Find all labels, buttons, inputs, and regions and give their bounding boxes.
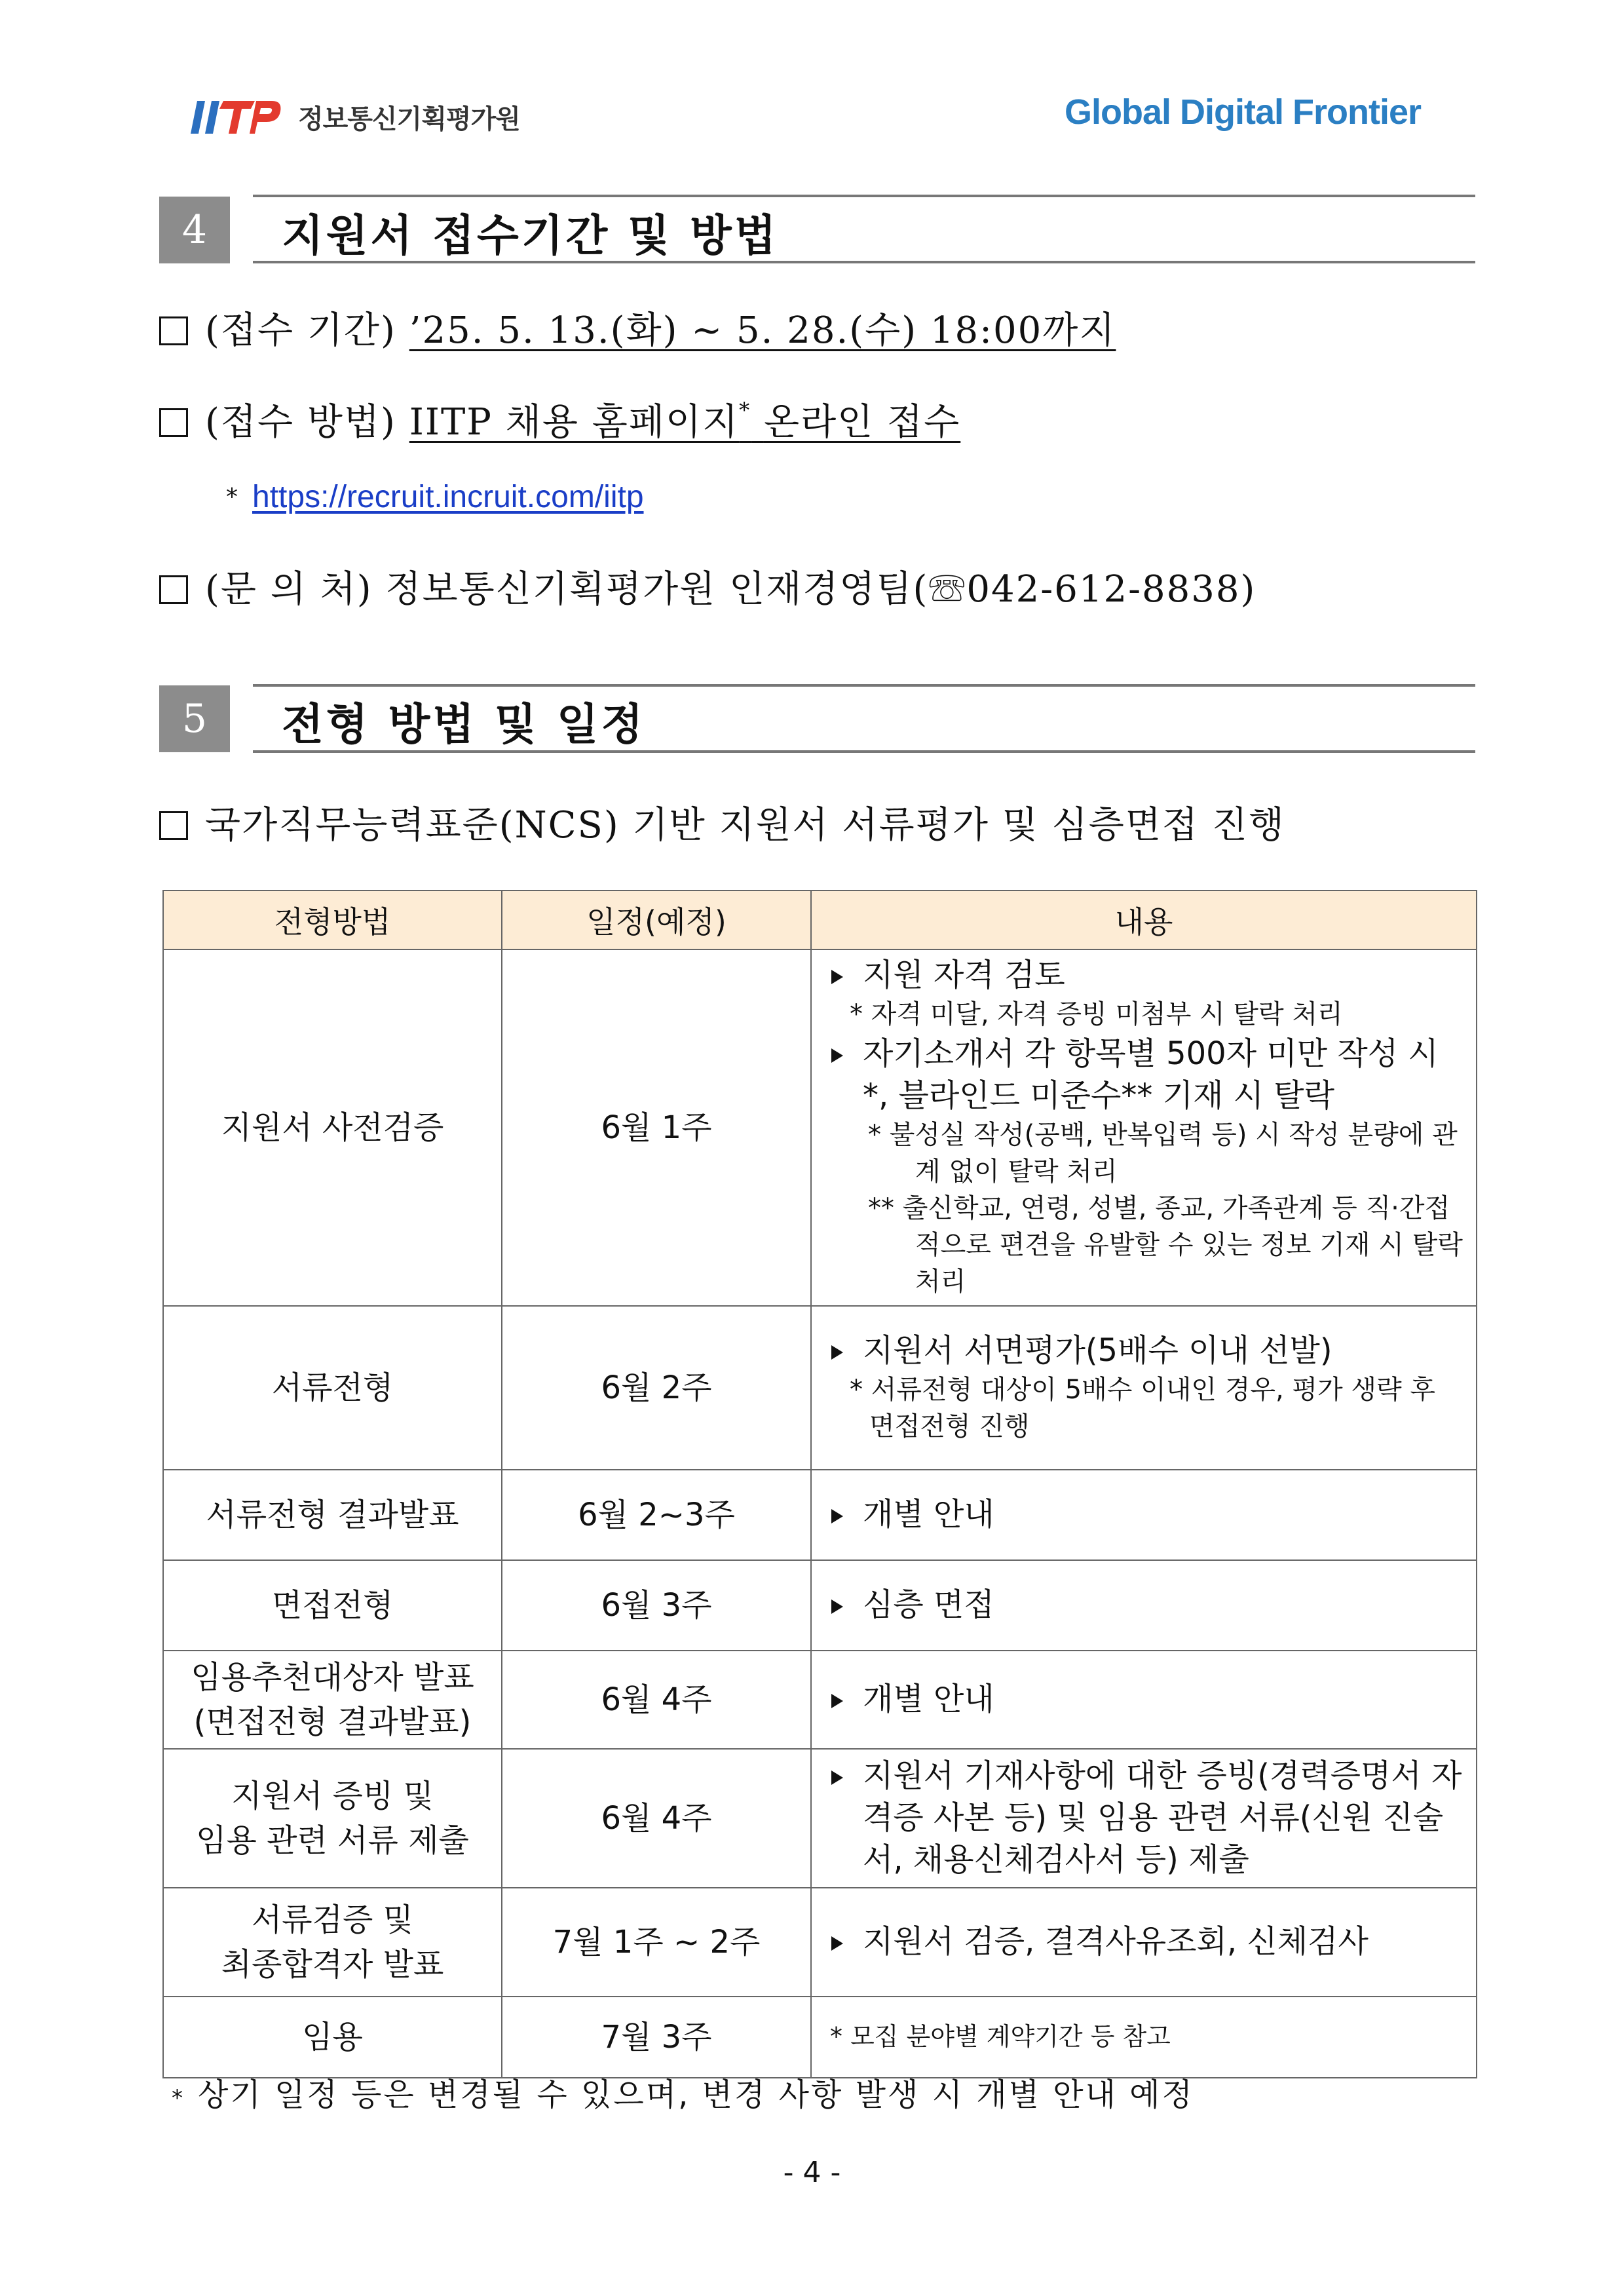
row-method-line: 최종합격자 발표	[221, 1946, 444, 1983]
ncs-line	[159, 796, 1285, 849]
table-row	[163, 1749, 1477, 1888]
content-item: 개별 안내	[830, 1678, 1463, 1720]
footnote	[172, 2069, 1194, 2114]
section4-title: 지원서 접수기간 및 방법	[282, 210, 779, 261]
table-header-row	[163, 890, 1477, 949]
row-method: 서류전형 결과발표	[163, 1470, 502, 1560]
url-note	[226, 478, 644, 515]
row-method	[163, 1888, 502, 1997]
checkbox-icon	[159, 811, 188, 840]
slogan: Global Digital Frontier	[1065, 92, 1422, 132]
method-value: IITP 채용 홈페이지	[409, 401, 740, 444]
row-content	[811, 1470, 1477, 1560]
table-row	[163, 1651, 1477, 1749]
contact-value: 정보통신기획평가원 인재경영팀(	[385, 568, 929, 611]
method-tail: 온라인 접수	[763, 401, 961, 444]
ncs-text: 국가직무능력표준(NCS) 기반 지원서 서류평가 및 심층면접 진행	[205, 804, 1286, 847]
row-content	[811, 1306, 1477, 1470]
table-row	[163, 1470, 1477, 1560]
content-note: * 모집 분야별 계약기간 등 참고	[830, 2022, 1171, 2051]
content-note: * 서류전형 대상이 5배수 이내인 경우, 평가 생략 후 면접전형 진행	[850, 1375, 1436, 1442]
header-schedule: 일정(예정)	[502, 890, 811, 949]
row-method-line: 서류검증 및	[251, 1902, 414, 1938]
content-item: 지원서 기재사항에 대한 증빙(경력증명서 자격증 사본 등) 및 임용 관련 서류(신원 진술서, 채용신체검사서 등) 제출	[830, 1755, 1463, 1881]
phone-icon: ☏	[928, 568, 967, 611]
method-label: (접수 방법)	[205, 401, 396, 444]
content-note: ** 출신학교, 연령, 성별, 종교, 가족관계 등 직·간접적으로 편견을 유발할 수 있는 정보 기재 시 탈락 처리	[868, 1193, 1463, 1297]
org-name: 정보통신기획평가원	[298, 104, 520, 134]
row-content	[811, 949, 1477, 1306]
content-item: 자기소개서 각 항목별 500자 미만 작성 시*, 블라인드 미준수** 기재 시 탈락	[830, 1033, 1463, 1117]
content-note: * 불성실 작성(공백, 반복입력 등) 시 작성 분량에 관계 없이 탈락 처리	[868, 1120, 1458, 1187]
period-line	[159, 301, 1116, 354]
table-row	[163, 1306, 1477, 1470]
row-schedule: 6월 4주	[502, 1651, 811, 1749]
schedule-table	[162, 890, 1477, 2078]
row-content	[811, 1651, 1477, 1749]
row-content	[811, 1749, 1477, 1888]
row-schedule: 6월 2주	[502, 1306, 811, 1470]
row-method-line: 임용추천대상자 발표	[191, 1659, 474, 1696]
row-schedule: 7월 3주	[502, 1997, 811, 2078]
content-item: 지원서 검증, 결격사유조회, 신체검사	[830, 1921, 1463, 1962]
iitp-logo	[185, 96, 284, 138]
row-method: 임용	[163, 1997, 502, 2078]
checkbox-icon	[159, 575, 188, 604]
row-schedule: 6월 4주	[502, 1749, 811, 1888]
contact-label: (문 의 처)	[205, 568, 373, 611]
row-method: 면접전형	[163, 1560, 502, 1651]
section5-line-top	[253, 684, 1475, 687]
contact-line	[159, 560, 1256, 613]
content-item: 개별 안내	[830, 1493, 1463, 1535]
row-schedule: 6월 2~3주	[502, 1470, 811, 1560]
row-method: 서류전형	[163, 1306, 502, 1470]
row-method-line: (면접전형 결과발표)	[193, 1704, 472, 1740]
recruit-link[interactable]: https://recruit.incruit.com/iitp	[252, 480, 644, 514]
section5-title: 전형 방법 및 일정	[282, 699, 646, 750]
footnote-text: 상기 일정 등은 변경될 수 있으며, 변경 사항 발생 시 개별 안내 예정	[198, 2076, 1194, 2113]
content-item: 심층 면접	[830, 1584, 1463, 1626]
table-row	[163, 1560, 1477, 1651]
row-method-line: 임용 관련 서류 제출	[196, 1822, 469, 1859]
row-schedule: 6월 1주	[502, 949, 811, 1306]
checkbox-icon	[159, 408, 188, 437]
header-method: 전형방법	[163, 890, 502, 949]
url-star: *	[226, 484, 238, 510]
section5-number: 5	[159, 685, 230, 752]
content-note: * 자격 미달, 자격 증빙 미첨부 시 탈락 처리	[850, 999, 1343, 1029]
content-item: 지원서 서면평가(5배수 이내 선발)	[830, 1330, 1463, 1371]
phone-number: 042-612-8838)	[966, 568, 1256, 611]
row-method-line: 지원서 증빙 및	[231, 1778, 434, 1814]
method-line	[159, 393, 960, 446]
row-method: 지원서 사전검증	[163, 949, 502, 1306]
content-item: 지원 자격 검토	[830, 954, 1463, 996]
row-method	[163, 1651, 502, 1749]
method-star: *	[739, 398, 751, 423]
row-method	[163, 1749, 502, 1888]
page-number: - 4 -	[783, 2156, 841, 2189]
row-content	[811, 1560, 1477, 1651]
period-value: ’25. 5. 13.(화) ~ 5. 28.(수) 18:00까지	[409, 309, 1116, 352]
table-row	[163, 1997, 1477, 2078]
table-row	[163, 1888, 1477, 1997]
section4-number: 4	[159, 197, 230, 263]
row-schedule: 6월 3주	[502, 1560, 811, 1651]
checkbox-icon	[159, 316, 188, 345]
table-row	[163, 949, 1477, 1306]
row-content	[811, 1997, 1477, 2078]
footnote-star: *	[172, 2085, 185, 2111]
section4-line-top	[253, 195, 1475, 197]
row-content	[811, 1888, 1477, 1997]
header-content: 내용	[811, 890, 1477, 949]
row-schedule: 7월 1주 ~ 2주	[502, 1888, 811, 1997]
period-label: (접수 기간)	[205, 309, 396, 352]
